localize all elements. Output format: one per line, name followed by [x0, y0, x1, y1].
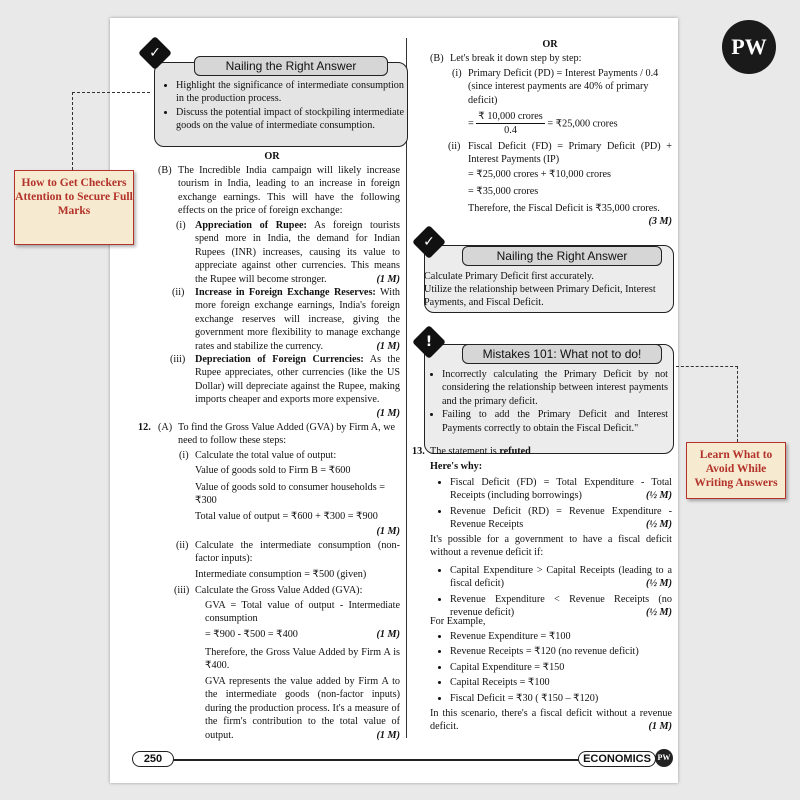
list-item: • Capital Receipts = ₹100 [450, 676, 672, 689]
part-label: (A) [158, 422, 173, 433]
q13-example-list [430, 630, 672, 705]
step-line: Therefore, the Gross Value Added by Firm A is ₹400. [205, 647, 400, 672]
item-heading: Increase in Foreign Exchange Reserves: [195, 287, 376, 298]
step-line: Value of goods sold to Firm B = ₹600 [195, 465, 351, 476]
nailing-answer-title-2: Nailing the Right Answer [462, 246, 662, 266]
or-separator: OR [264, 151, 280, 162]
marks-label: (1 M) [376, 273, 400, 285]
list-item: • Capital Expenditure = ₹150 [450, 661, 672, 674]
page-number: 250 [132, 751, 174, 767]
check-icon: ✓ [149, 45, 161, 61]
warning-icon: ! [425, 334, 433, 350]
marks-label: (½ M) [645, 578, 672, 590]
mistakes-bullets [428, 368, 668, 435]
item-text: As foreign tourists spend more in India, the demand for Indian Rupees (INR) increases, causing its value to appreciate against other currencies. This means the Rupee will become stronger. [195, 220, 400, 285]
step-line: Therefore, the Fiscal Deficit is ₹35,000 crores. [468, 203, 660, 214]
part-b-intro: Let's break it down step by step: [450, 53, 582, 64]
bullet-text: Revenue Deficit (RD) = Revenue Expenditure - Revenue Receipts [450, 505, 672, 531]
marks-label: (1 M) [376, 729, 400, 741]
list-item [450, 476, 672, 503]
bullet-text: Fiscal Deficit (FD) = Total Expenditure - Total Receipts (including borrowings) [450, 477, 672, 502]
fraction [476, 110, 544, 138]
q12-intro: To find the Gross Value Added (GVA) by Firm A, we need to follow these steps: [178, 422, 396, 447]
step-heading: Calculate the intermediate consumption (non-factor inputs): [195, 540, 400, 565]
conclusion-text: In this scenario, there's a fiscal deficit without a revenue deficit. [430, 708, 672, 733]
list-item: • Revenue Expenditure = ₹100 [450, 630, 672, 643]
marks-label: (½ M) [645, 490, 672, 502]
statement-verdict: refuted [499, 446, 531, 457]
marks-label: (½ M) [645, 519, 672, 531]
or-separator: OR [542, 39, 558, 50]
item-number: (ii) [176, 540, 189, 551]
box2-line: Utilize the relationship between Primary Deficit, Interest Payments, and Fiscal Deficit. [424, 284, 656, 309]
bullet-text: Capital Expenditure > Capital Receipts (leading to a fiscal deficit) [450, 565, 672, 590]
list-item [195, 286, 400, 353]
step-line: Intermediate consumption = ₹500 (given) [195, 569, 367, 580]
item-number: (iii) [170, 354, 186, 365]
statement-text: The statement is [430, 446, 500, 457]
step-text: = ₹900 - ₹500 = ₹400 [205, 629, 298, 640]
q13-statement [430, 445, 672, 458]
fraction-numerator: ₹ 10,000 crores [476, 110, 544, 124]
connector-dash [72, 92, 73, 170]
item-heading: Appreciation of Rupee: [195, 220, 307, 231]
list-item: • Incorrectly calculating the Primary Deficit by not considering the relationship between interest payments and the primary deficit. [442, 368, 668, 408]
step-text: Fiscal Deficit (FD) = Primary Deficit (PD) + Interest Payments (IP) [468, 141, 672, 166]
marks-label: (3 M) [648, 216, 672, 227]
nailing-answer-title-1: Nailing the Right Answer [194, 56, 388, 76]
list-item: • Failing to add the Primary Deficit and Interest Payments correctly to obtain the Fiscal Deficit." [442, 408, 668, 435]
column-divider [406, 38, 407, 738]
q13-conclusion [430, 707, 672, 734]
step-line: GVA = Total value of output - Intermediate consumption [205, 600, 400, 625]
pw-logo: PW [722, 20, 776, 74]
step-heading: Calculate the Gross Value Added (GVA): [195, 585, 363, 596]
item-number: (ii) [172, 287, 185, 298]
part-label: (B) [430, 53, 444, 64]
marks-label: (1 M) [376, 340, 400, 352]
list-item [195, 219, 400, 286]
item-text: As the Rupee appreciates, other currencies (like the US Dollar) will depreciate against the Rupee, making imports cheaper and exports more expensive. [195, 354, 400, 406]
list-item: • Discuss the potential impact of stockpiling intermediate goods on the value of intermediate consumption. [176, 106, 404, 133]
step-text: GVA represents the value added by Firm A to the intermediate goods (non-factor inputs) during the production process. It's a measure of the firm's contribution to the total value of output. [205, 676, 400, 741]
step-text: Primary Deficit (PD) = Interest Payments / 0.4 (since interest payments are 40% of primary deficit) [468, 68, 659, 106]
list-item: • Revenue Receipts = ₹120 (no revenue deficit) [450, 645, 672, 658]
callout-checkers-attention: How to Get Checkers Attention to Secure Full Marks [14, 170, 134, 245]
q13-bullets [430, 476, 672, 532]
step-line: = ₹25,000 crores + ₹10,000 crores [468, 169, 611, 180]
marks-label: (1 M) [376, 629, 400, 640]
item-text: With more foreign exchange earnings, India's foreign exchange reserves will increase, giving the government more flexibility to manage exchange rates and stabilize the currency. [195, 287, 400, 352]
item-number: (iii) [174, 585, 190, 596]
equals-sign: = [468, 118, 474, 130]
connector-dash [72, 92, 150, 93]
list-item [450, 505, 672, 532]
list-item: • Highlight the significance of intermediate consumption in the production process. [176, 79, 404, 106]
page [110, 18, 678, 783]
equation-result: = ₹25,000 crores [547, 118, 618, 130]
step-explanation [205, 675, 400, 742]
q13-conditions [430, 564, 672, 620]
footer-logo-icon: PW [655, 749, 673, 767]
subject-label: ECONOMICS [578, 751, 656, 767]
connector-dash [676, 366, 738, 367]
q13-paragraph: It's possible for a government to have a fiscal deficit without a revenue deficit if: [430, 534, 672, 559]
question-number: 12. [138, 422, 151, 433]
question-number: 13. [412, 446, 425, 457]
item-number: (ii) [448, 141, 461, 152]
marks-label: (1 M) [376, 407, 400, 419]
list-item: • Fiscal Deficit = ₹30 ( ₹150 – ₹120) [450, 692, 672, 705]
marks-label: (1 M) [648, 721, 672, 733]
step-line [205, 628, 400, 641]
list-item [195, 353, 400, 420]
item-heading: Depreciation of Foreign Currencies: [195, 354, 364, 365]
marks-label: (½ M) [645, 607, 672, 619]
step-line: = ₹35,000 crores [468, 186, 539, 197]
list-item [450, 564, 672, 591]
box2-line: Calculate Primary Deficit first accurately. [424, 271, 594, 282]
step-line: Value of goods sold to consumer households = ₹300 [195, 482, 385, 507]
step-line: Total value of output = ₹600 + ₹300 = ₹900 [195, 511, 378, 522]
item-number: (i) [176, 220, 186, 231]
bullet-text: Revenue Expenditure < Revenue Receipts (no revenue deficit) [450, 593, 672, 619]
box1-bullets [162, 79, 404, 133]
q13-example-label: For Example, [430, 616, 486, 627]
item-number: (i) [452, 68, 462, 79]
marks-label: (1 M) [376, 526, 400, 537]
fraction-equation [468, 110, 672, 138]
mistakes-title: Mistakes 101: What not to do! [462, 344, 662, 364]
q13-why: Here's why: [430, 461, 483, 472]
connector-dash [737, 366, 738, 442]
part-label: (B) [158, 165, 172, 176]
callout-avoid-mistakes: Learn What to Avoid While Writing Answers [686, 442, 786, 499]
check-icon: ✓ [423, 234, 435, 250]
fraction-denominator: 0.4 [504, 125, 517, 137]
step-heading: Calculate the total value of output: [195, 450, 337, 461]
part-b-intro: The Incredible India campaign will likely increase tourism in India, leading to an increase in foreign exchange earnings. This will have the following effects on the price of foreign exchange: [178, 165, 400, 217]
item-number: (i) [179, 450, 189, 461]
